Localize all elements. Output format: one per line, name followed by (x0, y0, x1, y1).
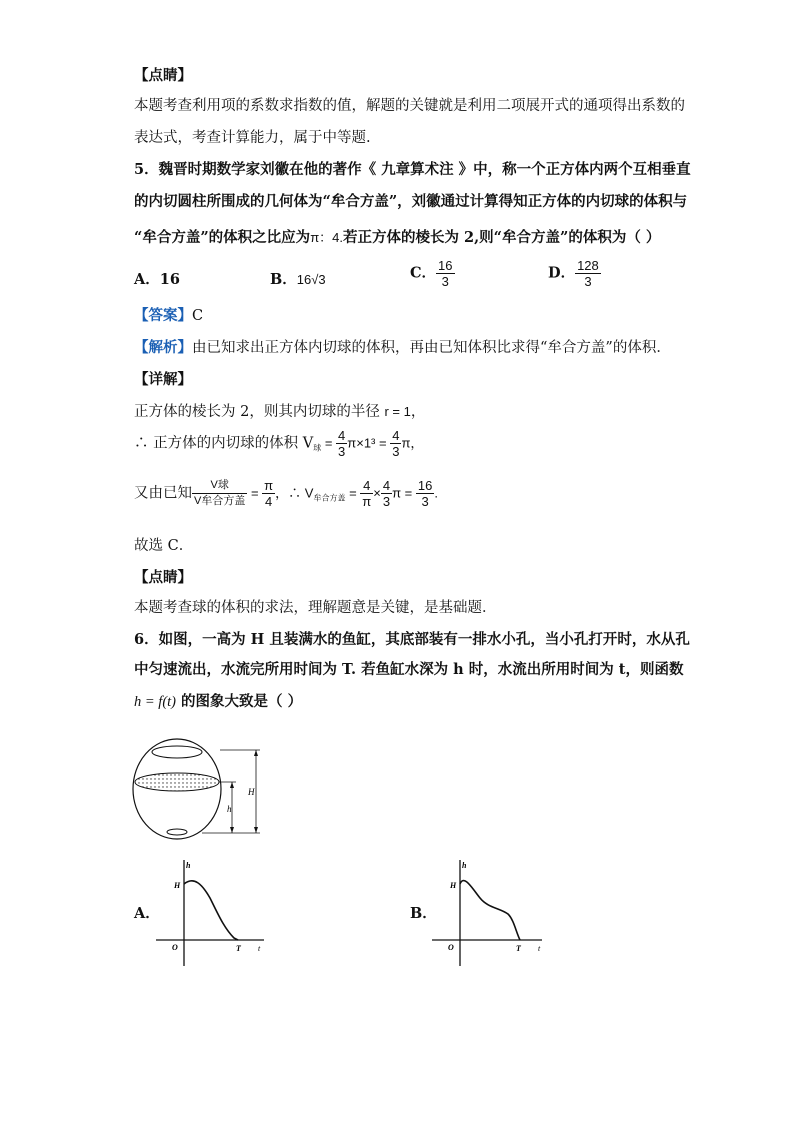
q5-option-d-num: 128 (577, 258, 599, 273)
frac-den: 3 (382, 494, 391, 509)
detail-line1-c: ， (410, 404, 426, 420)
frac-num: 16 (417, 478, 433, 493)
detail-line2 (134, 428, 423, 459)
detail-line3-volume-ratio (192, 478, 247, 509)
q6-line3-b: 的图象大致是（ ） (176, 693, 303, 710)
axis-label-O: O (172, 943, 178, 952)
curve-b (460, 881, 520, 940)
frac-num: 4 (392, 428, 400, 443)
detail-line2-frac2 (390, 428, 401, 459)
q5-line3-a: “牟合方盖”的体积之比应为 (134, 229, 311, 246)
q5-option-b-value: 16√3 (296, 272, 326, 287)
detail-line3-sub: 牟合方盖 (313, 493, 346, 503)
q5-option-b-label: B． (270, 271, 297, 288)
detail-line3-mid: ，∴ V (275, 485, 314, 501)
q5-ratio: π：4. (310, 230, 343, 245)
analysis-line (134, 338, 671, 358)
axis-label-T: T (516, 944, 521, 953)
q6-option-b-graph (430, 858, 550, 968)
detail-line3-frac1 (262, 478, 275, 509)
detail-line3-frac3 (381, 478, 392, 509)
detail-radius: r = 1 (384, 404, 411, 419)
tip-text-line2: 表达式，考查计算能力，属于中等题. (134, 130, 371, 146)
q5-option-c-num: 16 (438, 258, 453, 273)
q5-line3-c: 若正方体的棱长为 2,则“牟合方盖”的体积为（ ） (343, 229, 661, 246)
answer-tag: 【答案】 (134, 307, 192, 324)
detail-line2-frac1 (336, 428, 347, 459)
q6-function: h = f(t) (134, 694, 176, 710)
q5-option-c-frac (436, 258, 454, 289)
tip-heading: 【点睛】 (134, 67, 192, 84)
detail-tag: 【详解】 (134, 371, 192, 388)
q6-option-a-label: A． (134, 905, 160, 922)
frac-den: 3 (338, 444, 346, 459)
detail-line1-a: 正方体的棱长为 2，则其内切球的半径 (134, 404, 385, 420)
axis-label-t: t (258, 944, 261, 953)
q5-option-d-frac (575, 258, 601, 289)
axis-label-O: O (448, 943, 454, 952)
axis-label-h: h (462, 861, 467, 870)
detail-line2-end: π， (401, 435, 424, 451)
q5-line3 (134, 228, 660, 248)
detail-line1 (134, 402, 425, 422)
axis-label-T: T (236, 944, 241, 953)
frac-num: π (264, 478, 274, 493)
axis-label-h: h (186, 861, 191, 870)
analysis-tag: 【解析】 (134, 339, 192, 356)
tip2-text: 本题考查球的体积的求法，理解题意是关键，是基础题． (134, 600, 497, 616)
choose-line: 故选 C． (134, 538, 194, 554)
detail-line3 (134, 478, 438, 509)
detail-line2-eq: = (321, 435, 337, 451)
detail-line3-a: 又由已知 (134, 485, 192, 502)
fig-label-H: H (248, 787, 255, 797)
water-surface (135, 773, 219, 791)
detail-line3-frac4 (416, 478, 434, 509)
frac-num: 4 (360, 478, 373, 494)
tip2-tag: 【点睛】 (134, 569, 192, 586)
tip-text-line1: 本题考查利用项的系数求指数的值，解题的关键就是利用二项展开式的通项得出系数的 (134, 98, 685, 114)
fig-label-h: h (227, 804, 232, 814)
detail-line2-a: ∴ 正方体的内切球的体积 V (134, 435, 314, 452)
detail-line2-mid: π×1³ = (347, 435, 391, 451)
axis-label-t: t (538, 944, 541, 953)
q6-line3 (134, 692, 302, 712)
q5-option-d-label: D． (548, 264, 576, 282)
q5-option-a: A．16 (134, 271, 180, 288)
axis-label-H: H (174, 881, 181, 890)
frac-den: 4 (265, 494, 273, 509)
q5-option-c (410, 258, 455, 289)
q5-option-c-label: C． (410, 264, 437, 282)
q5-line1: 5．魏晋时期数学家刘徽在他的著作《 九章算术注 》中，称一个正方体内两个互相垂直 (134, 161, 691, 178)
q5-option-b (270, 270, 326, 290)
q6-line2: 中匀速流出，水流完所用时间为 T. 若鱼缸水深为 h 时，水流出所用时间为 t，则函数 (134, 661, 684, 678)
detail-line2-sub: 球 (313, 443, 322, 453)
detail-line3-eq: = (247, 485, 263, 501)
analysis-text: 由已知求出正方体内切球的体积，再由已知体积比求得“牟合方盖”的体积． (192, 340, 671, 356)
q6-option-a-graph (154, 858, 274, 968)
q5-line2: 的内切圆柱所围成的几何体为“牟合方盖”，刘徽通过计算得知正方体的内切球的体积与 (134, 193, 688, 210)
curve-a (184, 881, 238, 940)
detail-line3-end: . (434, 485, 438, 501)
frac-den: 3 (392, 444, 400, 459)
q5-option-d (548, 258, 601, 289)
frac-num: V球 (192, 478, 247, 494)
q6-line1: 6．如图，一高为 H 且装满水的鱼缸，其底部装有一排水小孔，当小孔打开时，水从孔 (134, 631, 690, 648)
tank-bottom-hole (167, 829, 187, 835)
q5-option-d-den: 3 (584, 274, 592, 289)
q5-option-c-den: 3 (441, 274, 449, 289)
axis-label-H: H (450, 881, 457, 890)
tank-top-opening (152, 746, 202, 758)
q6-option-b-label: B． (410, 905, 437, 922)
frac-den: V牟合方盖 (194, 495, 246, 507)
detail-line3-eq2: = (345, 485, 361, 501)
frac-num: 4 (338, 428, 346, 443)
fish-tank-figure (130, 738, 270, 842)
answer-value: C (192, 308, 204, 324)
frac-num: 4 (382, 478, 391, 493)
detail-line3-frac2 (360, 478, 373, 509)
detail-line3-eq3: π = (392, 485, 416, 501)
detail-line3-times: × (373, 485, 381, 501)
answer-line (134, 306, 203, 326)
frac-den: 3 (421, 494, 429, 509)
frac-den: π (362, 494, 372, 509)
